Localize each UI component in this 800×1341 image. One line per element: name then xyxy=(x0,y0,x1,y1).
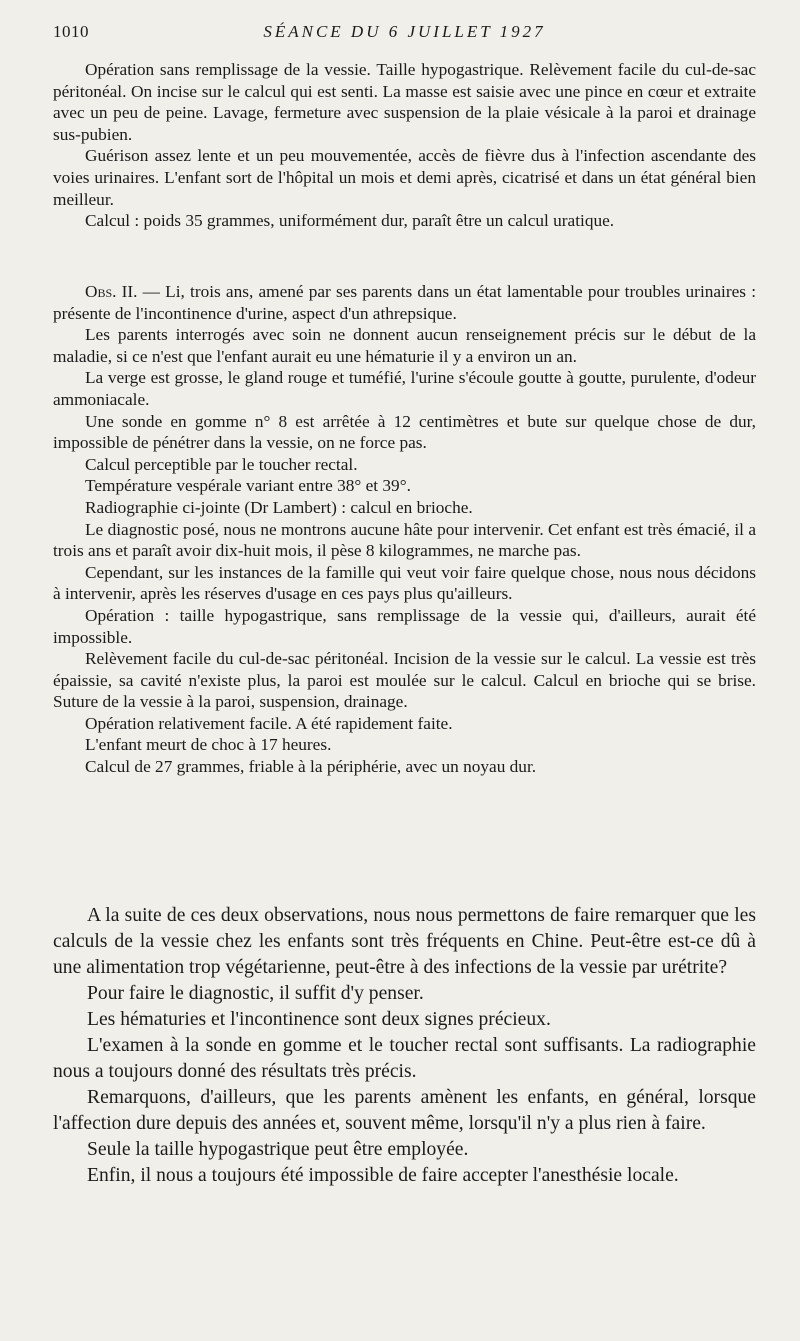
paragraph: Pour faire le diagnostic, il suffit d'y penser. xyxy=(87,983,424,1004)
paragraph: Opération : taille hypogastrique, sans remplissage de la vessie qui, d'ailleurs, aurait été impossible. xyxy=(53,605,756,647)
paragraph: Opération sans remplissage de la vessie. Taille hypogastrique. Relèvement facile du cul-de-sac péritonéal. On incise sur le calcul qui est senti. La masse est saisie avec une pince en cœur et extraite avec un peu de peine. Lavage, fermeture avec suspension de la plaie vésicale à la paroi et drainage sus-pubien. xyxy=(53,60,756,144)
paragraph: Cependant, sur les instances de la famille qui veut voir faire quelque chose, nous nous décidons à intervenir, après les réserves d'usage en ces pays plus qu'ailleurs. xyxy=(53,562,756,604)
observation-2-section xyxy=(53,281,756,778)
paragraph: Guérison assez lente et un peu mouvementée, accès de fièvre dus à l'infection ascendante des voies urinaires. L'enfant sort de l'hôpital un mois et demi après, cicatrisé et dans un état général bien meilleur. xyxy=(53,146,756,209)
paragraph: Calcul de 27 grammes, friable à la périphérie, avec un noyau dur. xyxy=(85,757,537,777)
observation-2-intro xyxy=(53,281,756,324)
running-title: SÉANCE DU 6 JUILLET 1927 xyxy=(263,22,546,41)
paragraph: L'enfant meurt de choc à 17 heures. xyxy=(85,735,332,755)
running-header xyxy=(53,22,756,46)
paragraph: Le diagnostic posé, nous ne montrons aucune hâte pour intervenir. Cet enfant est très émacié, il a trois ans et paraît avoir dix-huit mois, il pèse 8 kilogrammes, ne marche pas. xyxy=(53,519,756,561)
paragraph: Les hématuries et l'incontinence sont deux signes précieux. xyxy=(87,1009,551,1030)
paragraph: Calcul : poids 35 grammes, uniformément dur, paraît être un calcul uratique. xyxy=(85,211,615,231)
paragraph: Opération relativement facile. A été rapidement faite. xyxy=(85,713,453,733)
paragraph: A la suite de ces deux observations, nous nous permettons de faire remarquer que les calculs de la vessie chez les enfants sont très fréquents en Chine. Peut-être est-ce dû à une alimentation trop végétarienne, peut-être à des infections de la vessie par urétrite? xyxy=(53,905,756,978)
page-number: 1010 xyxy=(53,22,89,41)
observation-2-intro-text: — Li, trois ans, amené par ses parents dans un état lamentable pour troubles urinaires : présente de l'incontinence d'urine, aspect d'un athrepsique. xyxy=(53,282,756,323)
paragraph: Une sonde en gomme n° 8 est arrêtée à 12 centimètres et bute sur quelque chose de dur, impossible de pénétrer dans la vessie, on ne force pas. xyxy=(53,411,756,453)
paragraph: Enfin, il nous a toujours été impossible de faire accepter l'anesthésie locale. xyxy=(87,1165,679,1186)
observation-label: Obs. II. xyxy=(85,282,138,301)
paragraph: Les parents interrogés avec soin ne donnent aucun renseignement précis sur le début de la maladie, si ce n'est que l'enfant aurait eu une hématurie il y a environ un an. xyxy=(53,325,756,366)
paragraph: Remarquons, d'ailleurs, que les parents amènent les enfants, en général, lorsque l'affection dure depuis des années et, souvent même, lorsqu'il n'y a plus rien à faire. xyxy=(53,1087,756,1134)
paragraph: Calcul perceptible par le toucher rectal. xyxy=(85,454,358,474)
observation-1-section xyxy=(53,59,756,232)
paragraph: Relèvement facile du cul-de-sac péritonéal. Incision de la vessie sur le calcul. La vessie est très épaissie, sa cavité n'existe plus, la paroi est moulée sur le calcul. Calcul en brioche qui se brise. Suture de la vessie à la paroi, suspension, drainage. xyxy=(53,649,756,712)
paragraph: Température vespérale variant entre 38° et 39°. xyxy=(85,476,411,496)
paragraph: L'examen à la sonde en gomme et le toucher rectal sont suffisants. La radiographie nous a toujours donné des résultats très précis. xyxy=(53,1035,756,1082)
paragraph: Seule la taille hypogastrique peut être employée. xyxy=(87,1139,469,1160)
conclusion-section xyxy=(53,903,756,1189)
paragraph: Radiographie ci-jointe (Dr Lambert) : calcul en brioche. xyxy=(85,497,473,517)
paragraph: La verge est grosse, le gland rouge et tuméfié, l'urine s'écoule goutte à goutte, purulente, d'odeur ammoniacale. xyxy=(53,368,756,409)
